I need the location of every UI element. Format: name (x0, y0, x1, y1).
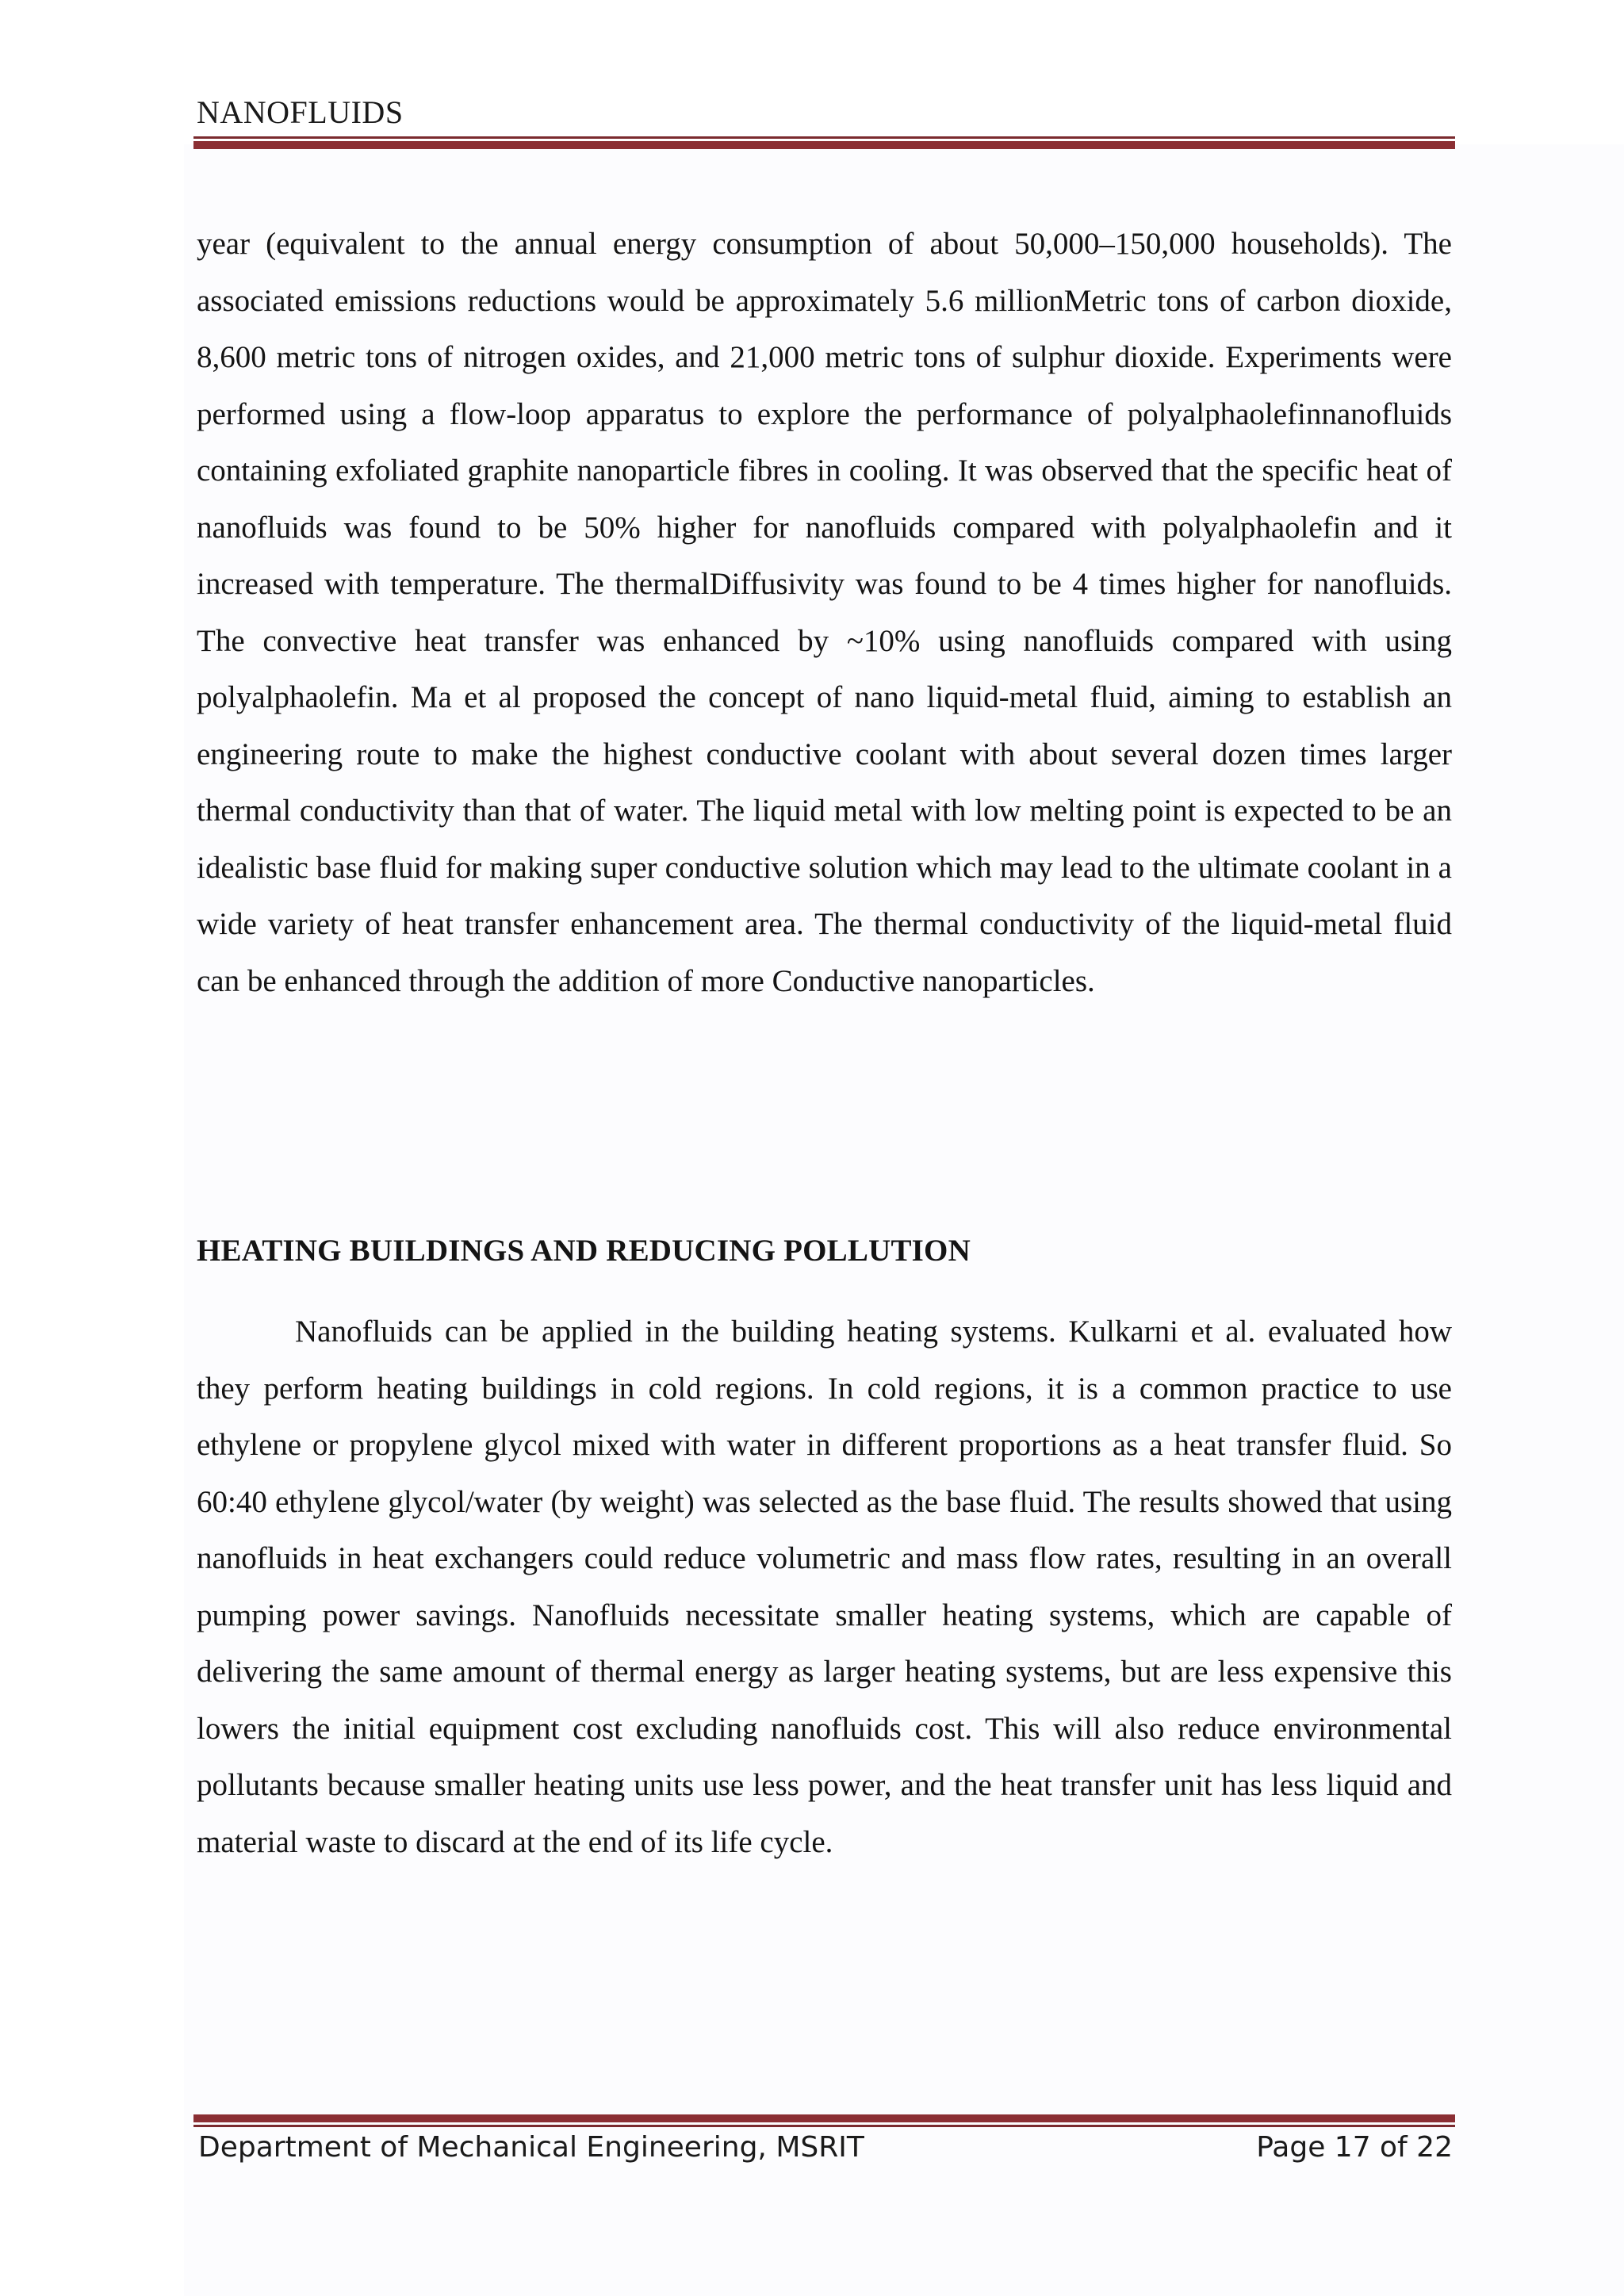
body-paragraph-1: year (equivalent to the annual energy consumption of about 50,000–150,000 households). The associated emissions reductions would be approximately 5.6 millionMetric tons of carbon dioxide, 8,600 metric tons of nitrogen oxides, and 21,000 metric tons of sulphur dioxide. Experiments were performed using a flow-loop apparatus to explore the performance of polyalphaolefinnanofluids containing exfoliated graphite nanoparticle fibres in cooling. It was observed that the specific heat of nanofluids was found to be 50% higher for nanofluids compared with polyalphaolefin and it increased with temperature. The thermalDiffusivity was found to be 4 times higher for nanofluids. The convective heat transfer was enhanced by ~10% using nanofluids compared with using polyalphaolefin. Ma et al proposed the concept of nano liquid-metal fluid, aiming to establish an engineering route to make the highest conductive coolant with about several dozen times larger thermal conductivity than that of water. The liquid metal with low melting point is expected to be an idealistic base fluid for making super conductive solution which may lead to the ultimate coolant in a wide variety of heat transfer enhancement area. The thermal conductivity of the liquid-metal fluid can be enhanced through the addition of more Conductive nanoparticles. (197, 227, 1452, 998)
section-heading: HEATING BUILDINGS AND REDUCING POLLUTION (197, 1234, 971, 1268)
header-divider (193, 136, 1455, 149)
footer-department: Department of Mechanical Engineering, MSRIT (198, 2131, 864, 2164)
body-paragraph-2: Nanofluids can be applied in the building heating systems. Kulkarni et al. evaluated how they perform heating buildings in cold regions. In cold regions, it is a common practice to use ethylene or propylene glycol mixed with water in different proportions as a heat transfer fluid. So 60:40 ethylene glycol/water (by weight) was selected as the base fluid. The results showed that using nanofluids in heat exchangers could reduce volumetric and mass flow rates, resulting in an overall pumping power savings. Nanofluids necessitate smaller heating systems, which are capable of delivering the same amount of thermal energy as larger heating systems, but are less expensive this lowers the initial equipment cost excluding nanofluids cost. This will also reduce environmental pollutants because smaller heating units use less power, and the heat transfer unit has less liquid and material waste to discard at the end of its life cycle. (197, 1314, 1452, 1859)
header-title: NANOFLUIDS (197, 94, 404, 130)
footer-divider (193, 2114, 1455, 2127)
footer-page-number: Page 17 of 22 (1256, 2131, 1453, 2164)
